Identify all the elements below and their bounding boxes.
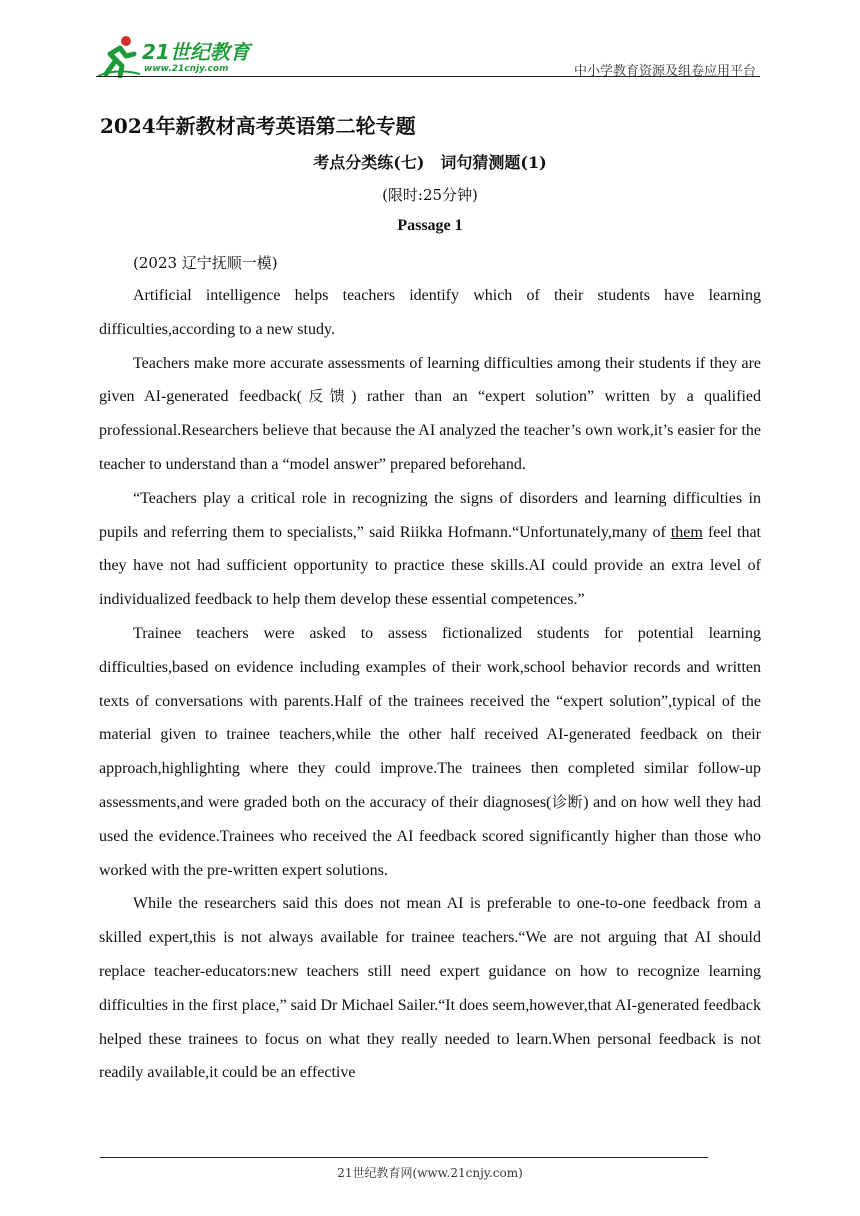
logo-wordmark: 21世纪教育 [142,40,250,64]
page-footer[interactable]: 21世纪教育网(www.21cnjy.com) [337,1166,523,1180]
gloss-feedback: 反馈 [301,387,352,406]
paragraph-2-text-a: Teachers make more accurate assessments of learning difficulties among their students if they are given AI-generated feedback( [99,354,761,406]
paragraph-4-text-a: Trainee teachers were asked to assess fictionalized students for potential learning difficulties,based on evidence including examples of their work,school behavior records and written texts of conversations with parents.Half of the trainees received the “expert solution”,typical of the material given to trainee teachers,while the other half received AI-generated feedback on their approach,highlighting where they could improve.The trainees then completed similar follow-up assessments,and were graded both on the accuracy of their diagnoses( [99,624,761,811]
paragraph-3-text-a: “Teachers play a critical role in recognizing the signs of disorders and learning difficulties in pupils and referring them to specialists,” said Riikka Hofmann.“Unfortunately,many of [99,489,761,541]
paragraph-1: Artificial intelligence helps teachers identify which of their students have learning difficulties,according to a new study. [99,287,761,338]
paragraph-4-text-b: ) and on how well they had used the evidence.Trainees who received the AI feedback scored significantly higher than those who worked with the pre-written expert solutions. [99,793,761,879]
paragraph-4 [99,617,761,887]
passage-title: Passage 1 [397,217,463,234]
gloss-diagnoses: 诊断 [551,792,584,811]
site-logo[interactable] [96,34,266,78]
paragraph-3 [99,482,761,617]
underlined-word: them [670,523,703,541]
paragraph-2 [99,347,761,482]
logo-url: www.21cnjy.com [144,64,229,74]
header-divider [96,76,760,77]
paragraph-2-text-b: ) rather than an “expert solution” written by a qualified professional.Researchers believe that because the AI analyzed the teacher’s own work,it’s easier for the teacher to understand than a “model answer” prepared beforehand. [99,388,762,473]
passage-body [99,279,761,1090]
paragraph-5: While the researchers said this does not mean AI is preferable to one-to-one feedback from a skilled expert,this is not always available for trainee teachers.“We are not arguing that AI should replace teacher-educators:new teachers still need expert guidance on how to recognize learning difficulties in the first place,” said Dr Michael Sailer.“It does seem,however,that AI-generated feedback helped these trainees to focus on what they really needed to learn.When personal feedback is not readily available,it could be an effective [99,895,761,1082]
time-limit: (限时:25分钟) [382,186,478,204]
document-title: 2024年新教材高考英语第二轮专题 [100,114,416,138]
paragraph-3-text-b: feel that they have not had sufficient opportunity to practice these skills.AI could provide an extra level of individualized feedback to help them develop these essential competences.” [99,523,761,609]
page-header [96,32,760,80]
section-title: 考点分类练(七) 词句猜测题(1) [313,153,547,172]
runner-logo-icon [96,34,140,78]
platform-tagline: 中小学教育资源及组卷应用平台 [573,64,756,79]
passage-source: (2023 辽宁抚顺一模) [133,254,278,272]
footer-divider [100,1157,708,1158]
